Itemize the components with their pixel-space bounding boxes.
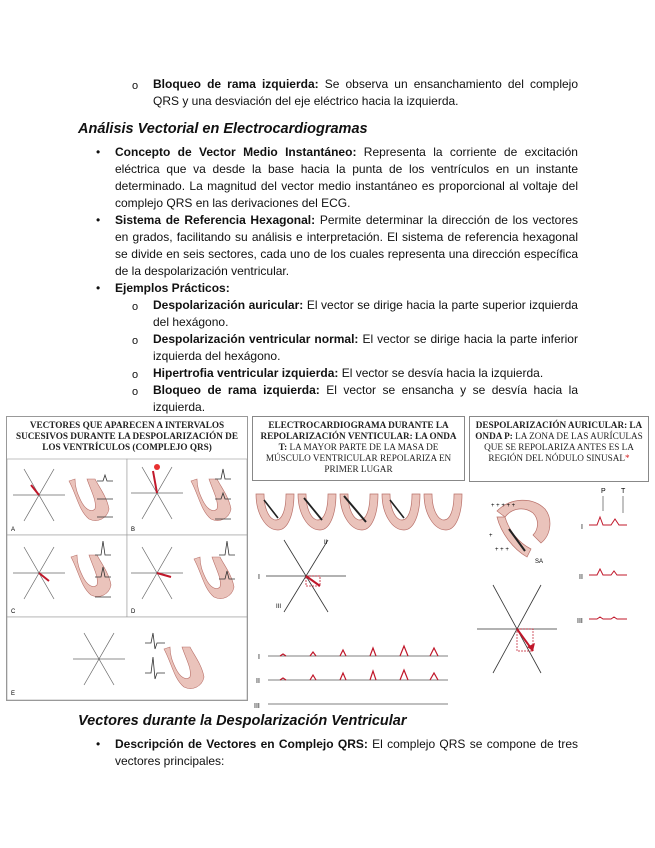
sub-bullet: o [132,80,139,92]
list-item-ejemplos [115,280,578,297]
item-text: El vector se ensancha y se desvía hacia la izquierda. [153,383,578,414]
figure-title-box [252,416,465,481]
lead-label-i: I [258,654,260,661]
sub-item-bloqueo-rama-2 [153,382,578,416]
figure-title [473,420,645,464]
panel-label-a: A [11,527,16,533]
bullet: • [96,145,101,159]
figure-despol-auricular [469,416,649,699]
item-label: Bloqueo de rama izquierda: [153,77,319,91]
axis-label-lead-i: I [258,574,260,581]
item-text: El vector se dirige hacia la parte inferior izquierda del hexágono. [153,332,578,363]
item-text: El vector se dirige hacia la parte superior izquierda del hexágono. [153,298,578,329]
item-label: Hipertrofia ventricular izquierda: [153,366,339,380]
figure-title: VECTORES QUE APARECEN A INTERVALOS SUCESIVOS DURANTE LA DESPOLARIZACIÓN DE LOS VENTRÍCULOS (COMPLEJO QRS) [16,420,238,452]
lead-label-i: I [581,524,583,531]
svg-text:+ + + + +: + + + + + [491,503,516,509]
figure-title-asterisk: * [625,453,630,463]
figure-title [257,420,460,475]
figure-title-box [469,416,649,482]
sub-item-bloqueo-rama [153,76,578,110]
figure-title-bold: DESPOLARIZACIÓN AURICULAR: LA ONDA P: [475,420,643,441]
item-text: Permite determinar la dirección de los vectores en grados, facilitando su análisis e interpretación. El sistema de referencia hexagonal se divide en seis sectores, cada uno de los cuales representa una dirección específica de la despolarización ventricular. [115,213,579,278]
item-label: Ejemplos Prácticos: [115,281,230,295]
axis-label-lead-iii: III [276,604,282,610]
lead-label-iii: III [254,703,260,710]
sub-bullet: o [132,301,139,313]
bullet: • [96,281,101,295]
list-item-descripcion-qrs [115,736,578,770]
panel-label-d: D [131,609,136,615]
item-text: El vector se desvía hacia la izquierda. [341,366,544,380]
item-text: El complejo QRS se compone de tres vectores principales: [115,737,578,768]
figure-title-normal: LA MAYOR PARTE DE LA MASA DE MÚSCULO VENTRICULAR REPOLARIZA EN PRIMER LUGAR [265,442,452,474]
wave-label-p: P [601,488,606,495]
figure-qrs-diagram [7,459,247,700]
figure-auricular-diagram [469,483,649,698]
item-label: Descripción de Vectores en Complejo QRS: [115,737,368,751]
section-heading-vectores: Vectores durante la Despolarización Ventricular [78,713,407,729]
lead-label-ii: II [579,574,583,581]
sub-bullet: o [132,386,139,398]
list-item-vector-medio [115,144,578,212]
list-item-referencia-hexagonal [115,212,578,280]
sub-bullet: o [132,335,139,347]
item-label: Concepto de Vector Medio Instantáneo: [115,145,357,159]
figure-title-normal: LA ZONA DE LAS AURÍCULAS QUE SE REPOLARIZA ANTES ES LA REGIÓN DEL NÓDULO SINUSAL [484,431,643,463]
figure-vectores-qrs [6,416,248,701]
figure-repolarizacion-diagram [250,482,467,710]
figure-title-bold: ELECTROCARDIOGRAMA DURANTE LA REPOLARIZACIÓN VENTICULAR: LA ONDA T: [260,420,457,452]
sub-item-hipertrofia [153,365,578,382]
bullet: • [96,213,101,227]
lead-label-iii: III [577,618,583,625]
figure-repolarizacion [250,416,467,710]
panel-label-c: C [11,609,16,615]
axis-label-lead-ii: II [324,540,328,546]
item-label: Sistema de Referencia Hexagonal: [115,213,316,227]
sub-bullet: o [132,369,139,381]
item-label: Bloqueo de rama izquierda: [153,383,320,397]
svg-text:+: + [489,533,493,539]
wave-label-t: T [621,488,626,495]
item-label: Despolarización ventricular normal: [153,332,359,346]
sub-item-despol-ventricular [153,331,578,365]
panel-label-b: B [131,527,136,533]
lead-label-ii: II [256,678,260,685]
item-text: Representa la corriente de excitación eléctrica que va desde la base hacia la punta de los ventrículos en un instante determinado. La magnitud del vector medio instantáneo es proporcional al voltaje del complejo QRS en las derivaciones del ECG. [115,145,578,210]
item-label: Despolarización auricular: [153,298,304,312]
sa-node-label: SA [535,559,544,565]
item-text: Se observa un ensanchamiento del complejo QRS y una desviación del eje eléctrico hacia la izquierda. [153,77,579,108]
panel-label-e: E [11,691,16,697]
section-heading-analisis: Análisis Vectorial en Electrocardiogramas [78,121,368,137]
bullet: • [96,737,101,751]
svg-text:+ + +: + + + [495,547,509,553]
sub-item-despol-auricular [153,297,578,331]
